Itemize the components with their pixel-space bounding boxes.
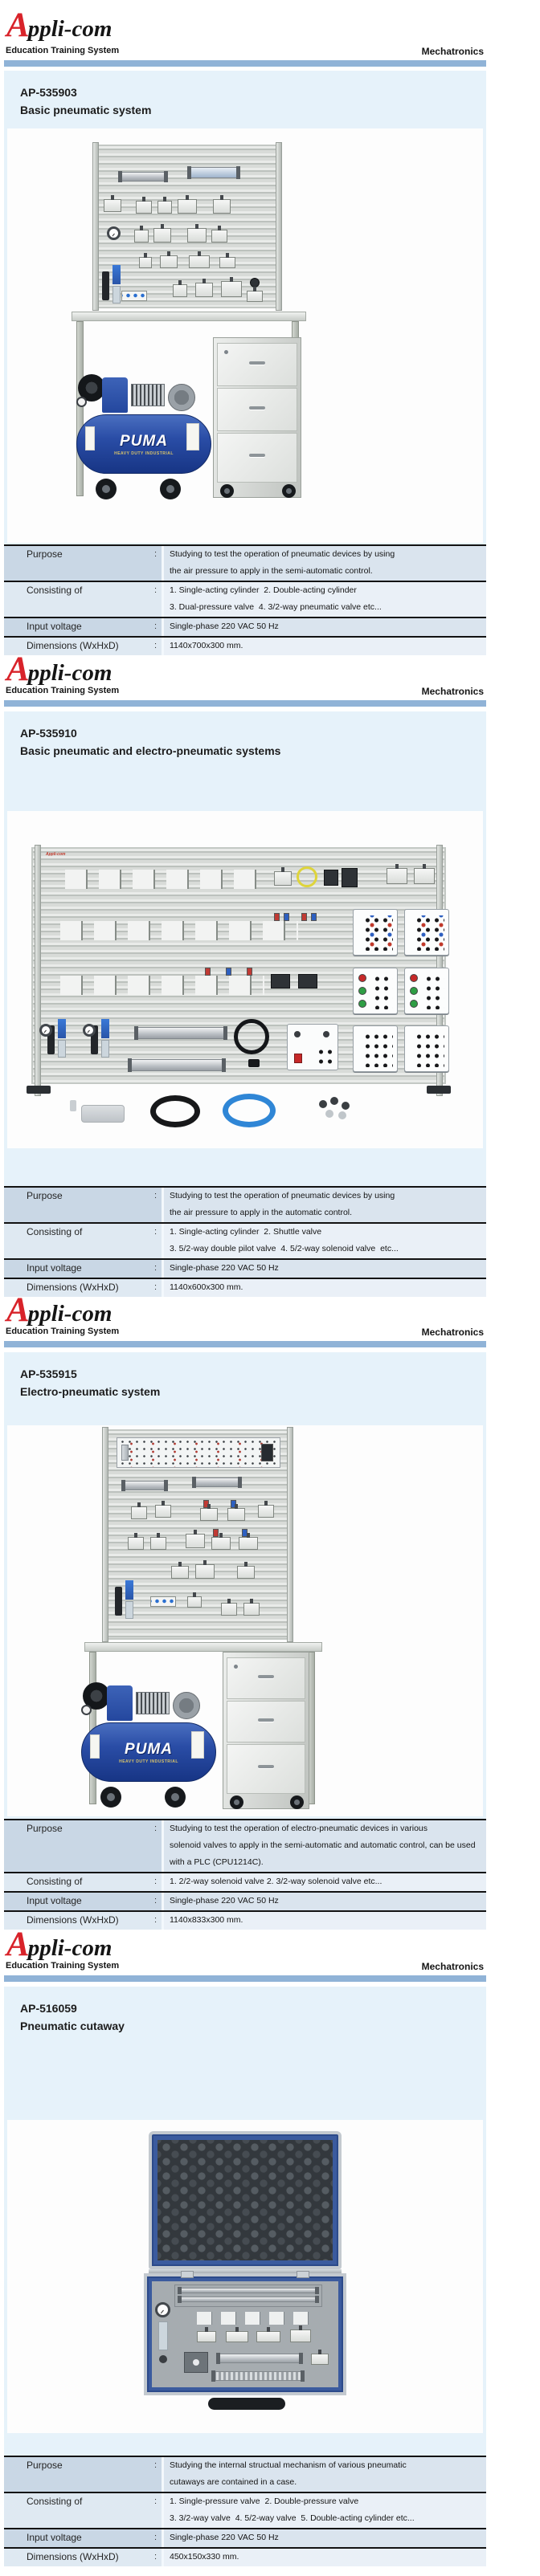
pneumatic-cylinder	[189, 167, 239, 178]
drawer-handle	[258, 1765, 274, 1768]
fittings-bag	[81, 1105, 125, 1123]
fitting	[325, 1110, 333, 1118]
lubricator	[102, 271, 109, 300]
spec-table	[4, 1186, 486, 1297]
cutaway-cylinder	[179, 2297, 317, 2302]
spec-row-voltage	[4, 617, 486, 636]
product-code: AP-535903	[20, 86, 77, 99]
valve-module	[178, 199, 197, 214]
spec-label: Dimensions (WxHxD)	[27, 1914, 119, 1926]
green-button	[358, 1000, 366, 1008]
compressor-wheel	[160, 479, 181, 499]
spec-label: Consisting of	[27, 1226, 83, 1237]
compressor-brand-text: PUMA	[125, 1741, 173, 1758]
spec-row-dimensions	[4, 2547, 486, 2566]
spec-table	[4, 2456, 486, 2566]
compressor-tank	[76, 414, 211, 474]
product-title	[20, 84, 151, 119]
blue-tubing-coil	[223, 1094, 276, 1127]
control-console	[117, 1437, 280, 1468]
panel-rail	[102, 1427, 108, 1642]
spec-row-voltage	[4, 2528, 486, 2547]
product-section-1	[0, 0, 540, 652]
drawer-handle	[258, 1675, 274, 1678]
valve-module	[247, 291, 263, 302]
spec-row-purpose	[4, 1186, 486, 1222]
brand-logo	[6, 8, 112, 47]
product-name: Basic pneumatic and electro-pneumatic systems	[20, 744, 281, 757]
category-label: Mechatronics	[421, 46, 484, 57]
product-photo	[7, 1425, 483, 1816]
colon: :	[153, 1227, 157, 1237]
brand-logo	[6, 1293, 112, 1331]
spec-row-consisting	[4, 1222, 486, 1258]
brand-logo	[6, 652, 112, 691]
colon: :	[153, 1896, 157, 1906]
compressor-sub-text: HEAVY DUTY INDUSTRIAL	[114, 451, 174, 456]
valve-module	[195, 1564, 215, 1579]
product-title	[20, 724, 280, 760]
filter-bowl	[158, 2321, 168, 2350]
case-lid	[149, 2131, 342, 2269]
regulator-knob	[159, 2355, 167, 2363]
banana-jacks	[424, 974, 444, 1009]
spec-value: 450x150x330 mm.	[162, 2549, 486, 2566]
filter-bowl	[101, 1040, 109, 1058]
product-photo	[7, 128, 483, 543]
cabinet-drawer	[227, 1657, 305, 1699]
filter-bowl	[112, 286, 121, 304]
compressor-motor	[173, 1692, 200, 1719]
drawer-handle	[249, 406, 265, 410]
valve-module	[171, 1566, 189, 1579]
spec-row-consisting	[4, 581, 486, 617]
drawer-cabinet	[213, 337, 301, 498]
section-body	[4, 1987, 486, 2563]
panel-foot	[27, 1086, 51, 1094]
fitting	[70, 1100, 76, 1111]
tank-gauge	[81, 1705, 92, 1715]
logo-rest: ppli-com	[27, 660, 112, 686]
panel-rail	[287, 1427, 293, 1642]
spec-value: 1140x833x300 mm.	[162, 1912, 486, 1930]
category-label: Mechatronics	[421, 1961, 484, 1972]
cabinet-caster	[282, 484, 296, 498]
spec-label: Consisting of	[27, 2496, 83, 2507]
spec-value: Single-phase 220 VAC 50 Hz	[162, 1893, 486, 1910]
case-clasp	[297, 2271, 309, 2278]
panel-rail	[92, 142, 99, 311]
valve-module	[136, 201, 152, 214]
cabinet-caster	[220, 484, 234, 498]
spec-value: 1. Single-acting cylinder 2. Double-acting cylinder 3. Dual-pressure valve 4. 3/2-way pneumatic valve etc...	[162, 582, 486, 617]
valve-module	[237, 1566, 255, 1579]
spec-value: Single-phase 220 VAC 50 Hz	[162, 618, 486, 636]
spec-row-voltage	[4, 1891, 486, 1910]
spec-label: Purpose	[27, 1190, 63, 1201]
fitting	[330, 1097, 338, 1105]
drawer-lock	[234, 1665, 238, 1669]
valve-module	[150, 1537, 166, 1550]
fitting	[342, 1102, 350, 1110]
valve-module	[211, 230, 227, 243]
spec-row-voltage	[4, 1258, 486, 1278]
valve-module	[104, 199, 121, 212]
pneumatic-cylinder	[194, 1478, 240, 1487]
compressor-wheel	[100, 1787, 121, 1808]
category-label: Mechatronics	[421, 1327, 484, 1338]
valve-module	[213, 199, 231, 214]
tank-gauge	[76, 397, 87, 407]
cutaway-valve	[290, 2329, 311, 2342]
valve-module	[158, 201, 172, 214]
product-code: AP-535910	[20, 727, 77, 740]
green-button	[410, 987, 418, 995]
accent-bar	[4, 700, 486, 707]
panel-rail	[276, 142, 282, 311]
valve-module	[189, 255, 210, 268]
control-box-jacks	[353, 1025, 398, 1072]
section-body	[4, 1352, 486, 1926]
compressor-tank	[81, 1722, 216, 1782]
colon: :	[153, 2460, 157, 2470]
spec-row-consisting	[4, 1872, 486, 1891]
valve-module	[227, 1508, 245, 1521]
brand-logo	[6, 1927, 112, 1966]
solenoid-tab-blue	[311, 913, 317, 921]
colon: :	[153, 1915, 157, 1925]
colon: :	[153, 549, 157, 559]
product-section-3	[0, 1293, 540, 1927]
plc-display	[261, 1444, 273, 1461]
valve-module	[258, 1505, 274, 1518]
spec-table	[4, 1819, 486, 1930]
brand-tagline: Education Training System	[6, 1961, 120, 1971]
valve-module	[187, 228, 207, 243]
banana-jacks	[373, 974, 393, 1009]
valve-module-row	[65, 870, 266, 889]
filter-bowl	[125, 1601, 133, 1619]
solenoid-tab-blue	[226, 968, 231, 976]
product-photo	[7, 2120, 483, 2433]
case-base	[144, 2273, 346, 2395]
spec-value: 1. Single-acting cylinder 2. Shuttle valve 3. 5/2-way double pilot valve 4. 5/2-way solenoid valve etc...	[162, 1224, 486, 1258]
cutaway-cylinder	[179, 2288, 317, 2293]
filter-regulator	[125, 1580, 133, 1600]
valve-module	[186, 1534, 205, 1548]
spec-value: Studying to test the operation of electro-pneumatic devices in various solenoid valves to apply in the semi-automatic and automatic control, can be used with a PLC (CPU1214C).	[162, 1820, 486, 1872]
egg-crate-foam	[158, 2140, 333, 2260]
valve-module	[134, 230, 149, 243]
pressure-gauge	[39, 1024, 52, 1037]
spec-label: Input voltage	[27, 2532, 82, 2543]
solenoid-tab-blue	[284, 913, 289, 921]
spec-row-purpose	[4, 544, 486, 581]
section-body	[4, 71, 486, 652]
power-plug	[248, 1059, 260, 1067]
product-code: AP-516059	[20, 2002, 77, 2015]
valve-module	[200, 1508, 218, 1521]
product-section-2	[0, 652, 540, 1293]
cutaway-rotary-unit	[184, 2352, 208, 2373]
air-manifold	[121, 291, 147, 301]
valve-module	[173, 284, 187, 297]
valve-module	[131, 1506, 147, 1519]
spec-value: Single-phase 220 VAC 50 Hz	[162, 2529, 486, 2547]
spec-value: 1. 2/2-way solenoid valve 2. 3/2-way solenoid valve etc...	[162, 1873, 486, 1891]
spec-value: 1140x600x300 mm.	[162, 1279, 486, 1297]
control-box-jacks	[404, 1025, 449, 1072]
spec-label: Purpose	[27, 548, 63, 560]
drawer-lock	[224, 350, 228, 354]
colon: :	[153, 1824, 157, 1833]
cutaway-valve	[311, 2354, 329, 2365]
spec-label: Consisting of	[27, 1876, 83, 1887]
section-body	[4, 711, 486, 1294]
valve-module	[153, 228, 171, 243]
pressure-gauge	[155, 2302, 170, 2317]
spec-label: Input voltage	[27, 1262, 82, 1274]
component-panel	[107, 1429, 288, 1640]
banana-jacks	[363, 1032, 393, 1067]
power-switch	[294, 1054, 302, 1063]
power-supply-unit	[287, 1024, 338, 1070]
pneumatic-cylinder	[129, 1059, 224, 1071]
valve-module	[221, 281, 242, 297]
compressor-brand-text: PUMA	[120, 433, 168, 450]
yellow-tube-loop	[297, 866, 317, 887]
cutaway-cylinder	[218, 2354, 301, 2363]
valve-module	[187, 1596, 202, 1608]
junction-block	[324, 870, 338, 886]
accent-bar	[4, 1975, 486, 1982]
valve-module	[139, 257, 152, 268]
logo-initial: A	[6, 650, 30, 688]
colon: :	[153, 585, 157, 595]
solenoid-tab-red	[301, 913, 307, 921]
logo-rest: ppli-com	[27, 1935, 112, 1961]
red-button	[358, 974, 366, 982]
colon: :	[153, 1191, 157, 1200]
junction-block	[342, 868, 358, 887]
green-button	[410, 1000, 418, 1008]
solenoid-tab-red	[205, 968, 211, 976]
valve-module	[239, 1537, 258, 1550]
spec-row-consisting	[4, 2492, 486, 2528]
cutaway-valve	[197, 2331, 216, 2342]
filter-regulator	[112, 265, 121, 284]
component-panel	[97, 145, 277, 308]
cabinet-drawer	[227, 1744, 305, 1794]
cutaway-valve	[256, 2331, 280, 2342]
lubricator	[115, 1587, 122, 1616]
cabinet-caster	[230, 1795, 243, 1809]
product-name: Pneumatic cutaway	[20, 2020, 125, 2032]
drawer-cabinet	[223, 1652, 309, 1809]
spec-row-purpose	[4, 2456, 486, 2492]
frl-air-service-unit	[115, 1580, 136, 1622]
component-panel	[31, 847, 446, 1084]
compressor-motor	[168, 384, 195, 411]
spec-label: Consisting of	[27, 585, 83, 596]
valve-module	[274, 871, 292, 886]
control-box-jacks	[353, 909, 398, 956]
pressure-gauge	[107, 226, 121, 240]
colon: :	[153, 1282, 157, 1292]
black-tubing-coil	[150, 1095, 200, 1127]
jack-black	[323, 1031, 329, 1037]
product-photo	[7, 811, 483, 1148]
valve-module	[221, 1603, 237, 1616]
solenoid-tab-red	[213, 1529, 219, 1537]
banana-jacks	[415, 1032, 444, 1067]
compressor-pump	[102, 377, 128, 413]
drawer-handle	[249, 454, 265, 457]
logo-rest: ppli-com	[27, 16, 112, 42]
control-box-buttons	[353, 968, 398, 1014]
spec-table	[4, 544, 486, 655]
cabinet-drawer	[217, 343, 297, 386]
banana-jacks	[363, 915, 393, 951]
valve-module	[211, 1537, 231, 1550]
cutaway-spring-cylinder	[213, 2371, 303, 2381]
spec-value: Studying the internal structual mechanism of various pneumatic cutaways are contained in a case.	[162, 2457, 486, 2492]
panel-brand-text: Appli-com	[46, 852, 66, 857]
valve-module	[128, 1537, 144, 1550]
valve-module	[387, 868, 407, 884]
air-compressor	[81, 1671, 216, 1812]
relay-module	[121, 1445, 129, 1461]
logo-rest: ppli-com	[27, 1301, 112, 1327]
spec-label: Purpose	[27, 1823, 63, 1834]
valve-module	[195, 283, 213, 297]
solenoid-tab-red	[247, 968, 252, 976]
compressor-fins	[136, 1692, 170, 1714]
category-label: Mechatronics	[421, 686, 484, 697]
brand-tagline: Education Training System	[6, 46, 120, 55]
spec-value: Studying to test the operation of pneumatic devices by using the air pressure to apply in the automatic control.	[162, 1188, 486, 1222]
banana-jacks	[415, 915, 444, 951]
spec-label: Input voltage	[27, 621, 82, 632]
compressor-sub-text: HEAVY DUTY INDUSTRIAL	[119, 1759, 178, 1764]
red-button	[410, 974, 418, 982]
panel-rail	[35, 845, 41, 1096]
compressor-wheel	[165, 1787, 186, 1808]
pneumatic-cylinder	[136, 1027, 226, 1039]
spec-value: 1140x700x300 mm.	[162, 638, 486, 655]
spec-value: Single-phase 220 VAC 50 Hz	[162, 1260, 486, 1278]
pneumatic-cylinder	[120, 172, 166, 181]
frl-air-service-unit	[102, 265, 123, 305]
colon: :	[153, 622, 157, 631]
spec-label: Purpose	[27, 2460, 63, 2471]
product-name: Electro-pneumatic system	[20, 1385, 161, 1398]
valve-module	[155, 1505, 171, 1518]
control-box-buttons	[404, 968, 449, 1014]
fitting	[338, 1111, 346, 1119]
spec-value: 1. Single-pressure valve 2. Double-pressure valve 3. 3/2-way valve 4. 5/2-way valve 5. Double-acting cylinder etc...	[162, 2493, 486, 2528]
air-manifold	[150, 1596, 176, 1607]
fitting	[319, 1100, 327, 1108]
compressor-fins	[131, 384, 165, 406]
product-code: AP-535915	[20, 1367, 77, 1380]
valve-module	[219, 257, 235, 268]
valve-module	[243, 1603, 260, 1616]
case-handle	[208, 2398, 285, 2410]
drawer-handle	[258, 1718, 274, 1722]
spec-row-purpose	[4, 1819, 486, 1872]
case-clasp	[181, 2271, 194, 2278]
green-button	[358, 987, 366, 995]
colon: :	[153, 2497, 157, 2506]
cabinet-drawer	[217, 388, 297, 431]
valve-module	[160, 255, 178, 268]
product-title	[20, 1365, 160, 1400]
cutaway-foam-tray	[152, 2281, 338, 2387]
bench-top	[84, 1642, 322, 1652]
logo-initial: A	[6, 1291, 30, 1329]
cutaway-valve-row	[197, 2312, 317, 2325]
product-name: Basic pneumatic system	[20, 104, 152, 116]
product-section-4	[0, 1927, 540, 2576]
brand-tagline: Education Training System	[6, 1327, 120, 1336]
valve-module-row	[60, 976, 264, 995]
power-cord-coil	[234, 1019, 269, 1054]
spec-label: Dimensions (WxHxD)	[27, 2551, 119, 2562]
cutaway-valve	[226, 2331, 248, 2342]
valve-module-row	[60, 921, 298, 940]
jack-black	[294, 1031, 301, 1037]
logo-initial: A	[6, 6, 30, 44]
accent-bar	[4, 1341, 486, 1347]
spec-value: Studying to test the operation of pneumatic devices by using the air pressure to apply in the semi-automatic control.	[162, 546, 486, 581]
solenoid-valve	[271, 974, 290, 988]
pressure-gauge	[83, 1024, 96, 1037]
product-title	[20, 1999, 125, 2035]
colon: :	[153, 641, 157, 650]
pneumatic-cylinder	[123, 1481, 166, 1490]
bench-top	[72, 312, 306, 321]
compressor-pump	[107, 1685, 133, 1721]
compressor-wheel	[96, 479, 117, 499]
colon: :	[153, 1263, 157, 1273]
cabinet-caster	[290, 1795, 304, 1809]
solenoid-valve	[298, 974, 317, 988]
logo-initial: A	[6, 1926, 30, 1963]
banana-jacks	[317, 1047, 334, 1066]
cabinet-drawer	[217, 433, 297, 483]
filter-regulator	[101, 1019, 109, 1038]
colon: :	[153, 1877, 157, 1886]
panel-foot	[427, 1086, 451, 1094]
solenoid-tab-red	[274, 913, 280, 921]
colon: :	[153, 2552, 157, 2562]
spec-label: Dimensions (WxHxD)	[27, 640, 119, 651]
spec-label: Input voltage	[27, 1895, 82, 1906]
cabinet-drawer	[227, 1701, 305, 1742]
spec-label: Dimensions (WxHxD)	[27, 1282, 119, 1293]
filter-bowl	[58, 1040, 66, 1058]
air-compressor	[76, 363, 211, 504]
colon: :	[153, 2533, 157, 2542]
brand-tagline: Education Training System	[6, 686, 120, 695]
drawer-handle	[249, 361, 265, 365]
control-box-jacks	[404, 909, 449, 956]
filter-regulator	[58, 1019, 66, 1038]
valve-module	[414, 868, 435, 884]
accent-bar	[4, 60, 486, 67]
